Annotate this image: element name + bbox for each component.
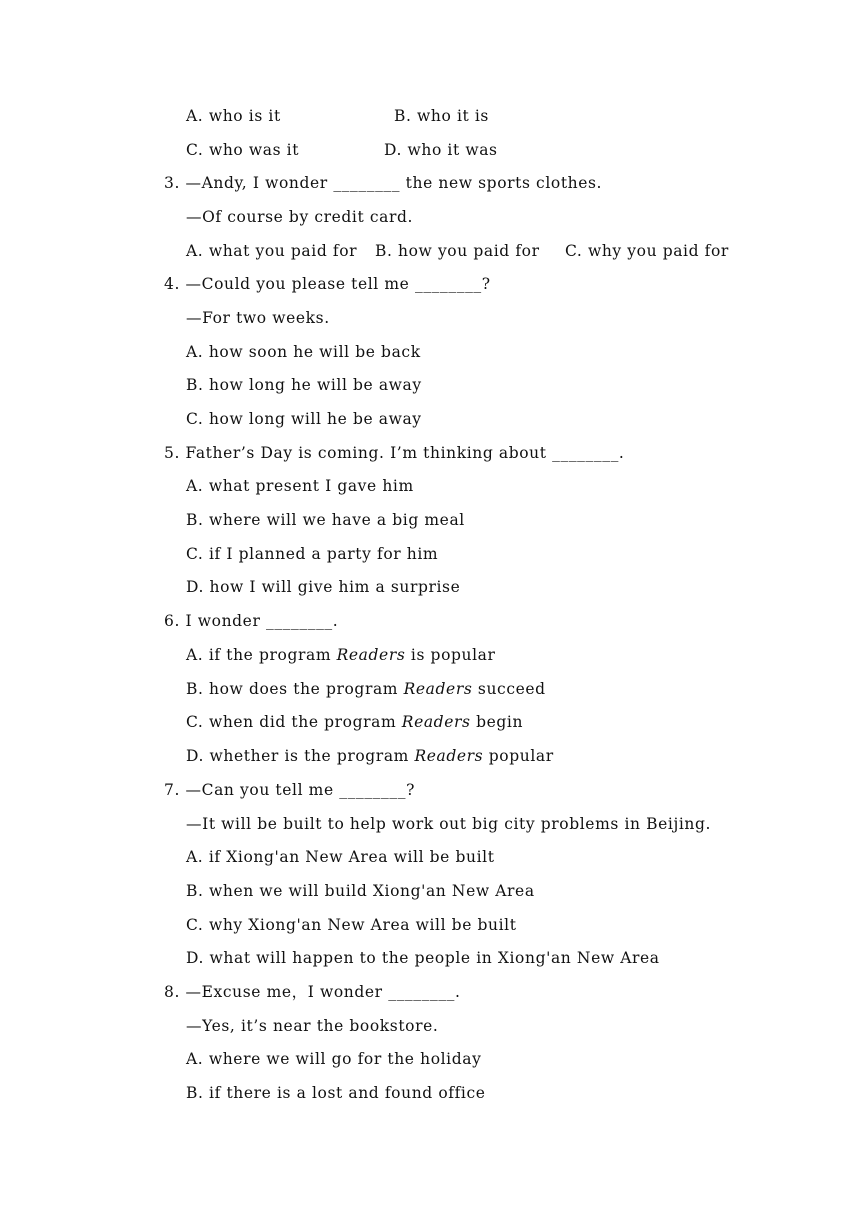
q6-option-b-text-2: succeed [472,680,546,698]
q6-option-d [186,739,554,773]
q4-option-c: C. how long will he be away [186,410,422,428]
q5-option-b: B. where will we have a big meal [186,511,465,529]
q8-option-b: B. if there is a lost and found office [186,1084,486,1102]
q6-option-c-program-name: Readers [401,713,471,731]
q8-option-a: A. where we will go for the holiday [186,1050,482,1068]
q6-option-a-text-1: A. if the program [186,646,337,664]
q8-prompt: 8. —Excuse me，I wonder ________. [164,983,461,1001]
q2-option-d: D. who it was [384,141,498,159]
q2-option-a: A. who is it [186,107,281,125]
q4-prompt: 4. —Could you please tell me ________? [164,275,491,293]
q7-prompt: 7. —Can you tell me ________? [164,781,415,799]
q7-option-c: C. why Xiong'an New Area will be built [186,916,517,934]
q2-option-c: C. who was it [186,141,300,159]
q3-prompt: 3. —Andy, I wonder ________ the new sports clothes. [164,174,603,192]
q8-answer-line: —Yes, it’s near the bookstore. [186,1017,439,1035]
q6-option-c-text-2: begin [470,713,524,731]
q2-option-b: B. who it is [394,107,489,125]
q7-option-d: D. what will happen to the people in Xiong'an New Area [186,949,660,967]
q6-option-b-program-name: Readers [403,680,473,698]
q6-option-d-text-2: popular [483,747,554,765]
q3-option-b: B. how you paid for [375,242,540,260]
q6-option-c [186,705,523,739]
q2-options-row-2 [186,133,498,167]
q6-option-b [186,672,546,706]
q3-option-a: A. what you paid for [186,242,358,260]
q3-option-c: C. why you paid for [565,242,729,260]
q4-answer-line: —For two weeks. [186,309,330,327]
q7-answer-line: —It will be built to help work out big city problems in Beijing. [186,815,712,833]
q3-answer-line: —Of course by credit card. [186,208,414,226]
q7-option-a: A. if Xiong'an New Area will be built [186,848,495,866]
q6-option-c-text-1: C. when did the program [186,713,402,731]
q6-prompt: 6. I wonder ________. [164,612,339,630]
q5-option-c: C. if I planned a party for him [186,545,439,563]
q6-option-d-program-name: Readers [414,747,484,765]
q4-option-a: A. how soon he will be back [186,343,421,361]
q6-option-d-text-1: D. whether is the program [186,747,415,765]
q4-option-b: B. how long he will be away [186,376,422,394]
q6-option-a [186,638,496,672]
q2-options-row-1 [186,99,489,133]
q5-option-d: D. how I will give him a surprise [186,578,461,596]
q3-options-row [186,234,729,268]
q6-option-a-text-2: is popular [405,646,496,664]
q5-prompt: 5. Father’s Day is coming. I’m thinking about ________. [164,444,625,462]
q6-option-b-text-1: B. how does the program [186,680,404,698]
q7-option-b: B. when we will build Xiong'an New Area [186,882,535,900]
q6-option-a-program-name: Readers [336,646,406,664]
q5-option-a: A. what present I gave him [186,477,414,495]
